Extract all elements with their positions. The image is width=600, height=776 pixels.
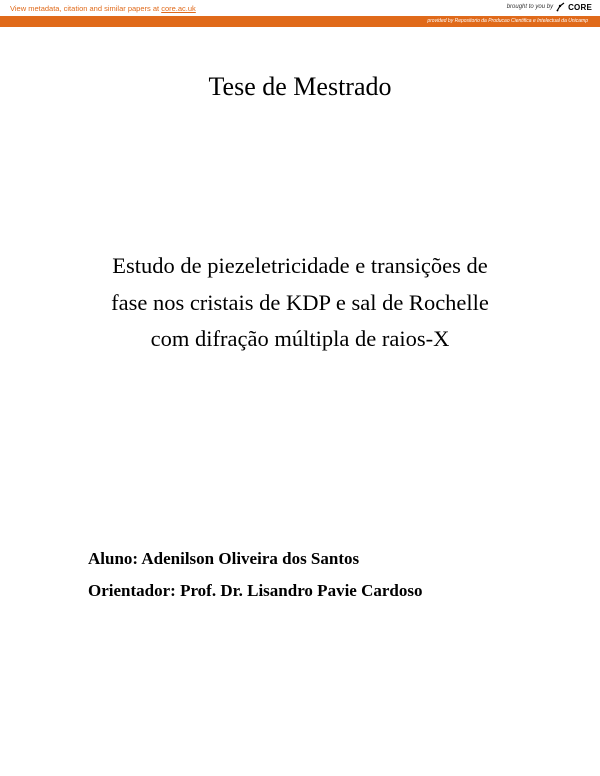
core-metadata-text: View metadata, citation and similar papers at	[10, 4, 160, 13]
brought-by-text: brought to you by	[506, 4, 554, 10]
advisor-name: Orientador: Prof. Dr. Lisandro Pavie Cardoso	[88, 581, 423, 600]
core-branding	[507, 2, 592, 12]
core-metadata-line	[10, 4, 196, 13]
subtitle-line: com difração múltipla de raios-X	[150, 326, 450, 351]
student-name: Aluno: Adenilson Oliveira dos Santos	[88, 549, 360, 568]
subtitle-line: fase nos cristais de KDP e sal de Rochelle	[111, 289, 489, 315]
core-logo-text[interactable]: CORE	[568, 2, 592, 12]
thesis-subtitle	[60, 248, 540, 358]
core-provider-bar	[0, 16, 600, 27]
core-logo-icon	[556, 2, 565, 12]
core-header	[0, 0, 600, 16]
subtitle-line: Estudo de piezeletricidade e transições de	[112, 253, 488, 278]
provided-by-text: provided by Repositorio da Producao Cientifica e Intelectual da Unicamp	[427, 18, 588, 24]
core-link[interactable]: core.ac.uk	[161, 4, 196, 13]
document-title: Tese de Mestrado	[208, 72, 392, 101]
